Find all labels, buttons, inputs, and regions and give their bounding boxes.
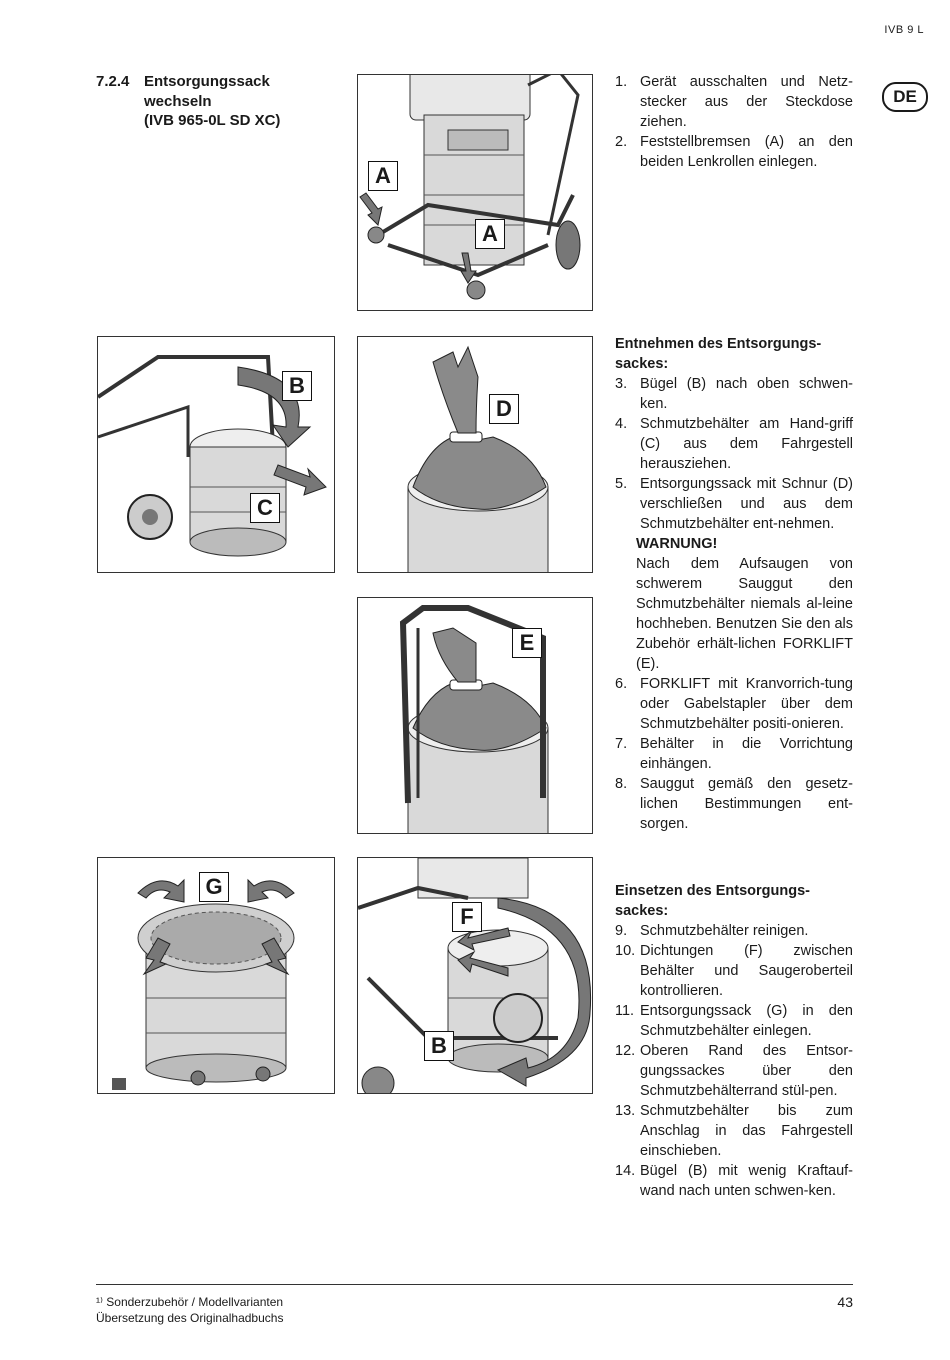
footer-divider	[96, 1284, 853, 1285]
forklift-illustration	[358, 598, 592, 833]
step-number: 8.	[615, 776, 628, 792]
figure-closed-bag	[357, 336, 593, 573]
section-number: 7.2.4	[96, 73, 130, 90]
removal-heading: Entnehmen des Entsorgungs-sackes:	[615, 336, 822, 372]
list-item	[615, 374, 853, 414]
list-item	[615, 1161, 853, 1201]
warning-title: WARNUNG!	[636, 536, 718, 552]
step-text: Bügel (B) mit wenig Kraftauf-wand nach unten schwen-ken.	[640, 1163, 853, 1199]
label-d: D	[489, 394, 519, 424]
list-item	[615, 734, 853, 774]
step-number: 12.	[615, 1043, 636, 1059]
figure-reinsert-container	[357, 857, 593, 1094]
translation-note: Übersetzung des Originalhadbuchs	[96, 1311, 284, 1325]
step-text: Feststellbremsen (A) an den beiden Lenkrollen einlegen.	[640, 134, 853, 170]
step-number: 11.	[615, 1003, 635, 1019]
figure-bracket-container	[97, 336, 335, 573]
step-number: 4.	[615, 416, 628, 432]
step-number: 6.	[615, 676, 628, 692]
closed-bag-illustration	[358, 337, 592, 572]
step-text: Entsorgungssack (G) in den Schmutzbehälter einlegen.	[640, 1003, 853, 1039]
list-item	[615, 674, 853, 734]
list-item	[615, 774, 853, 834]
list-item	[615, 1101, 853, 1161]
document-code: IVB 9 L	[884, 24, 924, 36]
warning-text: Nach dem Aufsaugen von schwerem Sauggut den Schmutzbehälter niemals al-leine hochheben. Benutzen Sie den als Zubehör erhält-lichen FORKLIFT (E).	[636, 556, 853, 672]
vacuum-brakes-illustration	[358, 75, 592, 310]
list-item	[615, 921, 853, 941]
section-title-line3: (IVB 965-0L SD XC)	[144, 112, 281, 129]
label-b: B	[282, 371, 312, 401]
section-title	[96, 72, 280, 131]
step-text: Schmutzbehälter reinigen.	[640, 923, 809, 939]
label-e: E	[512, 628, 542, 658]
list-item	[615, 414, 853, 474]
language-badge: DE	[882, 82, 928, 112]
reinsert-container-illustration	[358, 858, 592, 1093]
insertion-section	[615, 881, 853, 1201]
label-c: C	[250, 493, 280, 523]
step-text: Behälter in die Vorrichtung einhängen.	[640, 736, 853, 772]
step-text: Schmutzbehälter am Hand-griff (C) aus dem Fahrgestell herausziehen.	[640, 416, 853, 472]
list-item	[615, 132, 853, 172]
step-text: Schmutzbehälter bis zum Anschlag in das Fahrgestell einschieben.	[640, 1103, 853, 1159]
removal-section	[615, 334, 853, 834]
step-number: 7.	[615, 736, 628, 752]
footer-notes	[96, 1294, 283, 1326]
step-text: FORKLIFT mit Kranvorrich-tung oder Gabelstapler über dem Schmutzbehälter positi-onieren.	[640, 676, 853, 732]
insertion-heading: Einsetzen des Entsorgungs-sackes:	[615, 883, 810, 919]
warning-block	[615, 534, 853, 674]
list-item	[615, 1041, 853, 1101]
step-text: Oberen Rand des Entsor-gungssackes über den Schmutzbehälterrand stül-pen.	[640, 1043, 853, 1099]
section-title-line1: Entsorgungssack	[144, 73, 270, 90]
step-number: 14.	[615, 1163, 636, 1179]
step-number: 3.	[615, 376, 628, 392]
step-number: 1.	[615, 74, 628, 90]
page-number: 43	[837, 1294, 853, 1310]
label-a-left: A	[368, 161, 398, 191]
step-text: Dichtungen (F) zwischen Behälter und Saugeroberteil kontrollieren.	[640, 943, 853, 999]
step-text: Sauggut gemäß den gesetz-lichen Bestimmungen ent-sorgen.	[640, 776, 853, 832]
step-text: Entsorgungssack mit Schnur (D) verschließen und aus dem Schmutzbehälter ent-nehmen.	[640, 476, 853, 532]
label-f: F	[452, 902, 482, 932]
label-a-right: A	[475, 219, 505, 249]
step-text: Bügel (B) nach oben schwen-ken.	[640, 376, 853, 412]
footnote: ¹⁾ Sonderzubehör / Modellvarianten	[96, 1295, 284, 1309]
step-number: 10.	[615, 943, 636, 959]
figure-insert-bag	[97, 857, 335, 1094]
label-g: G	[199, 872, 229, 902]
list-item	[615, 474, 853, 534]
section-title-line2: wechseln	[144, 92, 212, 110]
intro-steps	[615, 72, 853, 172]
step-number: 2.	[615, 134, 628, 150]
figure-brakes	[357, 74, 593, 311]
step-number: 9.	[615, 923, 628, 939]
list-item	[615, 1001, 853, 1041]
step-number: 5.	[615, 476, 628, 492]
list-item	[615, 72, 853, 132]
step-text: Gerät ausschalten und Netz-stecker aus der Steckdose ziehen.	[640, 74, 853, 130]
step-number: 13.	[615, 1103, 636, 1119]
list-item	[615, 941, 853, 1001]
figure-forklift	[357, 597, 593, 834]
label-b-return: B	[424, 1031, 454, 1061]
